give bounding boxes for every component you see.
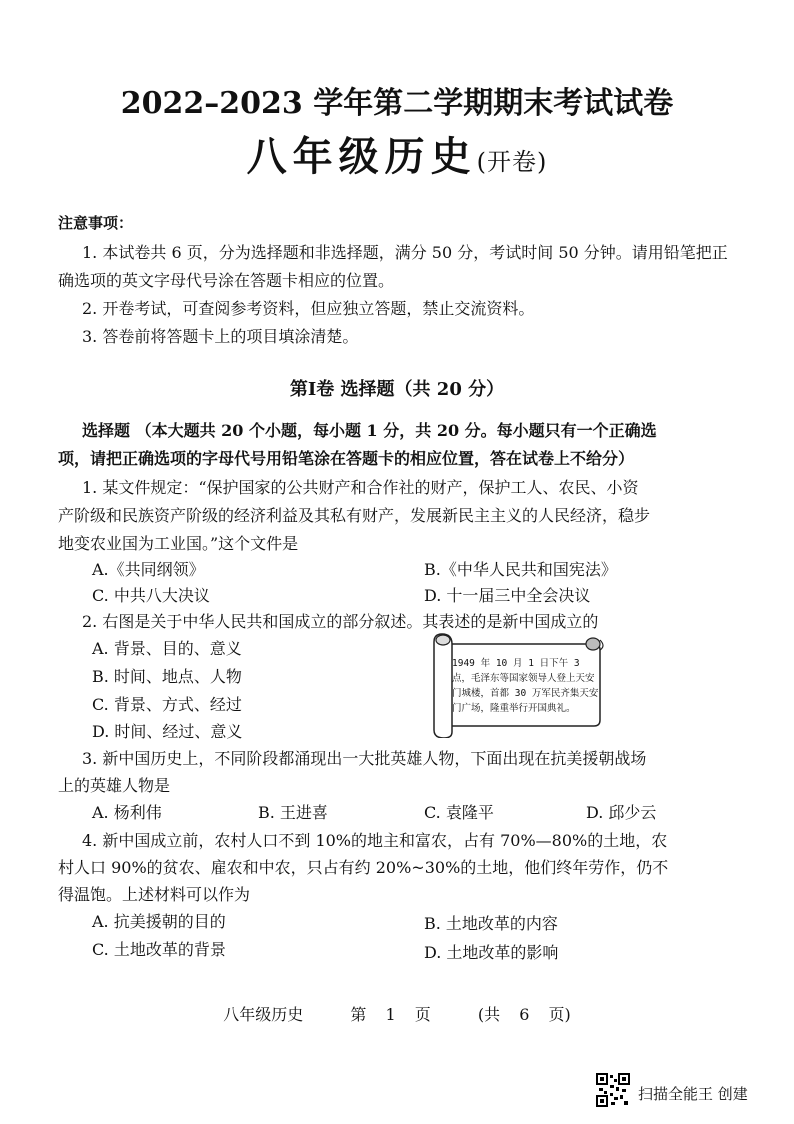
q1-stem-line-1: 1. 某文件规定：“保护国家的公共财产和合作社的财产，保护工人、农民、小资 <box>82 478 639 497</box>
q1-stem-line-2: 产阶级和民族资产阶级的经济利益及其私有财产，发展新民主主义的人民经济，稳步 <box>58 506 651 525</box>
q4-stem-line-1: 4. 新中国成立前，农村人口不到 10%的地主和富农，占有 70%—80%的土地，农 <box>82 831 668 850</box>
section-instructions-line-2: 项，请把正确选项的字母代号用铅笔涂在答题卡的相应位置，答在试卷上不给分） <box>58 449 635 468</box>
qr-code-icon <box>596 1073 630 1107</box>
q2-stem-line-1: 2. 右图是关于中华人民共和国成立的部分叙述。其表述的是新中国成立的 <box>82 612 599 631</box>
footer-total: (共 6 页) <box>477 1005 571 1024</box>
notes-heading: 注意事项： <box>58 214 134 232</box>
watermark-text: 扫描全能王 创建 <box>638 1085 748 1103</box>
note-2: 2. 开卷考试，可查阅参考资料，但应独立答题，禁止交流资料。 <box>82 299 535 318</box>
q4-option-d: D. 土地改革的影响 <box>424 943 559 962</box>
page-footer <box>0 1002 794 1025</box>
q3-option-b: B. 王进喜 <box>258 803 328 822</box>
subject-title <box>0 125 794 182</box>
q1-option-d: D. 十一届三中全会决议 <box>424 586 591 605</box>
scroll-figure <box>424 628 604 738</box>
q2-option-c: C. 背景、方式、经过 <box>92 695 242 714</box>
q4-option-a: A. 抗美援朝的目的 <box>92 912 226 931</box>
q2-option-a: A. 背景、目的、意义 <box>92 639 242 658</box>
q4-stem-line-3: 得温饱。上述材料可以作为 <box>58 885 251 904</box>
q2-option-d: D. 时间、经过、意义 <box>92 722 243 741</box>
note-1-line-2: 确选项的英文字母代号涂在答题卡相应的位置。 <box>58 271 395 290</box>
note-1-line-1: 1. 本试卷共 6 页，分为选择题和非选择题，满分 50 分，考试时间 50 分钟。请用铅笔把正 <box>82 243 728 262</box>
q3-stem-line-2: 上的英雄人物是 <box>58 776 171 795</box>
q1-option-a: A.《共同纲领》 <box>92 560 205 579</box>
subject-name: 八年级历史 <box>246 133 477 180</box>
subject-note: (开卷) <box>476 148 548 176</box>
q3-stem-line-1: 3. 新中国历史上，不同阶段都涌现出一大批英雄人物，下面出现在抗美援朝战场 <box>82 749 647 768</box>
q2-option-b: B. 时间、地点、人物 <box>92 667 242 686</box>
q3-option-a: A. 杨利伟 <box>92 803 162 822</box>
section-title: 第Ⅰ卷 选择题（共 20 分） <box>289 379 505 400</box>
note-3: 3. 答卷前将答题卡上的项目填涂清楚。 <box>82 327 359 346</box>
q3-option-d: D. 邱少云 <box>586 803 657 822</box>
section-instructions-line-1: 选择题 （本大题共 20 个小题，每小题 1 分，共 20 分。每小题只有一个正确选 <box>82 421 657 440</box>
q1-option-c: C. 中共八大决议 <box>92 586 210 605</box>
q3-option-c: C. 袁隆平 <box>424 803 494 822</box>
footer-page: 第 1 页 <box>350 1005 431 1024</box>
scroll-text: 1949 年 10 月 1 日下午 3 点，毛泽东等国家领导人登上天安门城楼，首都 30 万军民齐集天安门广场，隆重举行开国典礼。 <box>452 658 599 714</box>
q4-option-b: B. 土地改革的内容 <box>424 914 558 933</box>
footer-subject: 八年级历史 <box>223 1005 304 1024</box>
q4-option-c: C. 土地改革的背景 <box>92 940 226 959</box>
q4-stem-line-2: 村人口 90%的贫农、雇农和中农，只占有约 20%~30%的土地，他们终年劳作，仍不 <box>58 858 669 877</box>
q1-option-b: B.《中华人民共和国宪法》 <box>424 560 617 579</box>
exam-title: 2022–2023 学年第二学期期末考试试卷 <box>120 86 674 121</box>
q1-stem-line-3: 地变农业国为工业国。”这个文件是 <box>58 534 299 553</box>
